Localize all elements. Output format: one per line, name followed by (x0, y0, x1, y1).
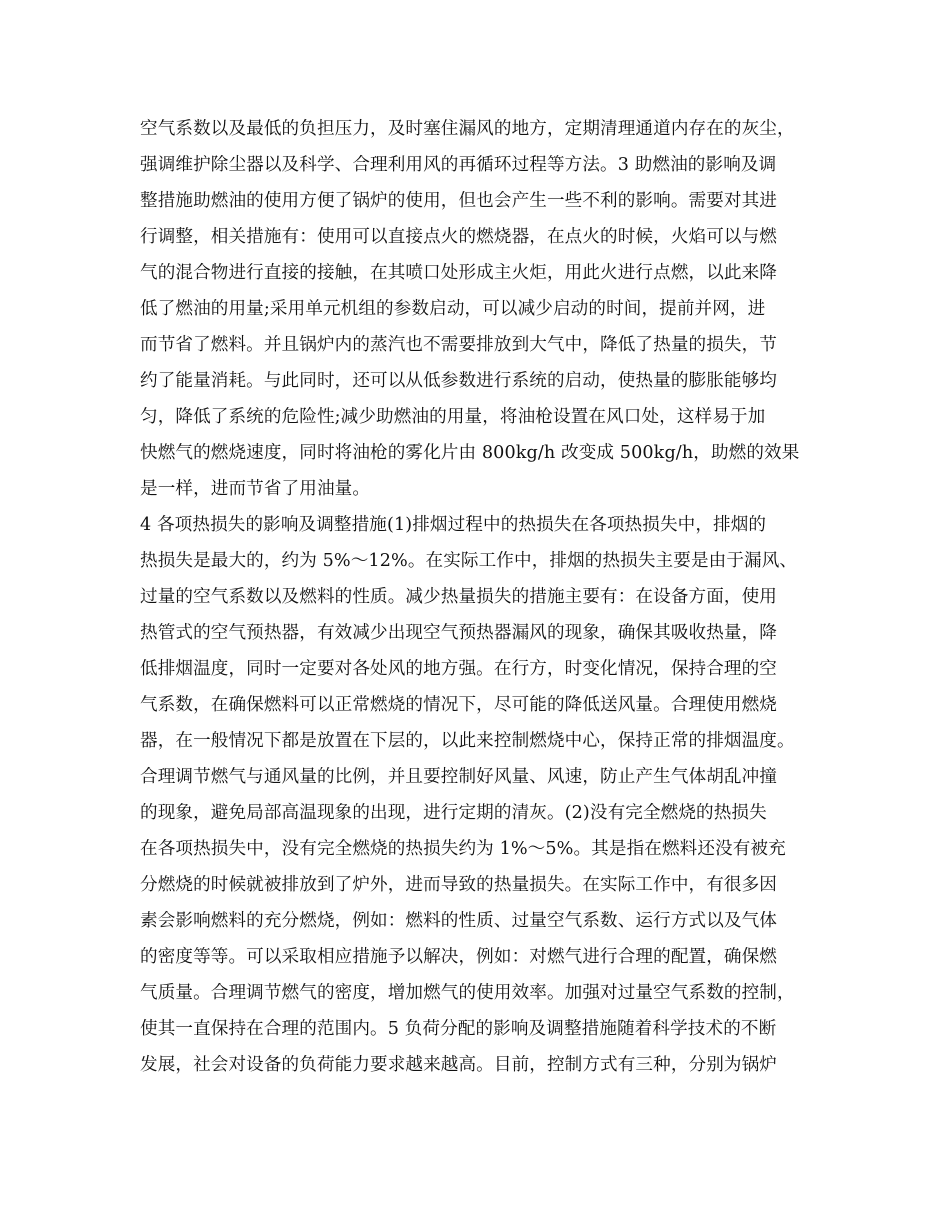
text-line: 空气系数以及最低的负担压力，及时塞住漏风的地方，定期清理通道内存在的灰尘， (140, 119, 795, 139)
text-line: 气的混合物进行直接的接触，在其喷口处形成主火炬，用此火进行点燃，以此来降 (140, 263, 777, 283)
text-line: 在各项热损失中，没有完全燃烧的热损失约为 1%～5%。其是指在燃料还没有被充 (140, 839, 786, 859)
text-line: 4 各项热损失的影响及调整措施(1)排烟过程中的热损失在各项热损失中，排烟的 (140, 515, 767, 535)
text-line: 是一样，进而节省了用油量。 (140, 479, 371, 499)
text-line: 合理调节燃气与通风量的比例，并且要控制好风量、风速，防止产生气体胡乱冲撞 (140, 767, 777, 787)
text-line: 低排烟温度，同时一定要对各处风的地方强。在行方，时变化情况，保持合理的空 (140, 659, 777, 679)
text-line: 约了能量消耗。与此同时，还可以从低参数进行系统的启动，使热量的膨胀能够均 (140, 371, 777, 391)
text-line: 使其一直保持在合理的范围内。5 负荷分配的影响及调整措施随着科学技术的不断 (140, 1019, 777, 1039)
text-line: 热损失是最大的，约为 5%～12%。在实际工作中，排烟的热损失主要是由于漏风、 (140, 551, 798, 571)
text-line: 行调整，相关措施有：使用可以直接点火的燃烧器，在点火的时候，火焰可以与燃 (140, 227, 777, 247)
text-line: 分燃烧的时候就被排放到了炉外，进而导致的热量损失。在实际工作中，有很多因 (140, 875, 777, 895)
text-line: 素会影响燃料的充分燃烧，例如：燃料的性质、过量空气系数、运行方式以及气体 (140, 911, 777, 931)
text-line: 器，在一般情况下都是放置在下层的，以此来控制燃烧中心，保持正常的排烟温度。 (140, 731, 795, 751)
text-line: 快燃气的燃烧速度，同时将油枪的雾化片由 800kg/h 改变成 500kg/h，助燃的效果 (140, 443, 800, 463)
text-line: 发展，社会对设备的负荷能力要求越来越高。目前，控制方式有三种，分别为锅炉 (140, 1055, 777, 1075)
text-line: 气系数，在确保燃料可以正常燃烧的情况下，尽可能的降低送风量。合理使用燃烧 (140, 695, 777, 715)
text-line: 的现象，避免局部高温现象的出现，进行定期的清灰。(2)没有完全燃烧的热损失 (140, 803, 767, 823)
text-line: 热管式的空气预热器，有效减少出现空气预热器漏风的现象，确保其吸收热量，降 (140, 623, 777, 643)
text-line: 气质量。合理调节燃气的密度，增加燃气的使用效率。加强对过量空气系数的控制， (140, 983, 795, 1003)
text-line: 而节省了燃料。并且锅炉内的蒸汽也不需要排放到大气中，降低了热量的损失，节 (140, 335, 777, 355)
text-line: 匀，降低了系统的危险性;减少助燃油的用量，将油枪设置在风口处，这样易于加 (140, 407, 766, 427)
text-line: 低了燃油的用量;采用单元机组的参数启动，可以减少启动的时间，提前并网，进 (140, 299, 766, 319)
text-line: 的密度等等。可以采取相应措施予以解决，例如：对燃气进行合理的配置，确保燃 (140, 947, 777, 967)
text-line: 过量的空气系数以及燃料的性质。减少热量损失的措施主要有：在设备方面，使用 (140, 587, 777, 607)
text-line: 强调维护除尘器以及科学、合理利用风的再循环过程等方法。3 助燃油的影响及调 (140, 155, 777, 175)
text-line: 整措施助燃油的使用方便了锅炉的使用，但也会产生一些不利的影响。需要对其进 (140, 191, 777, 211)
